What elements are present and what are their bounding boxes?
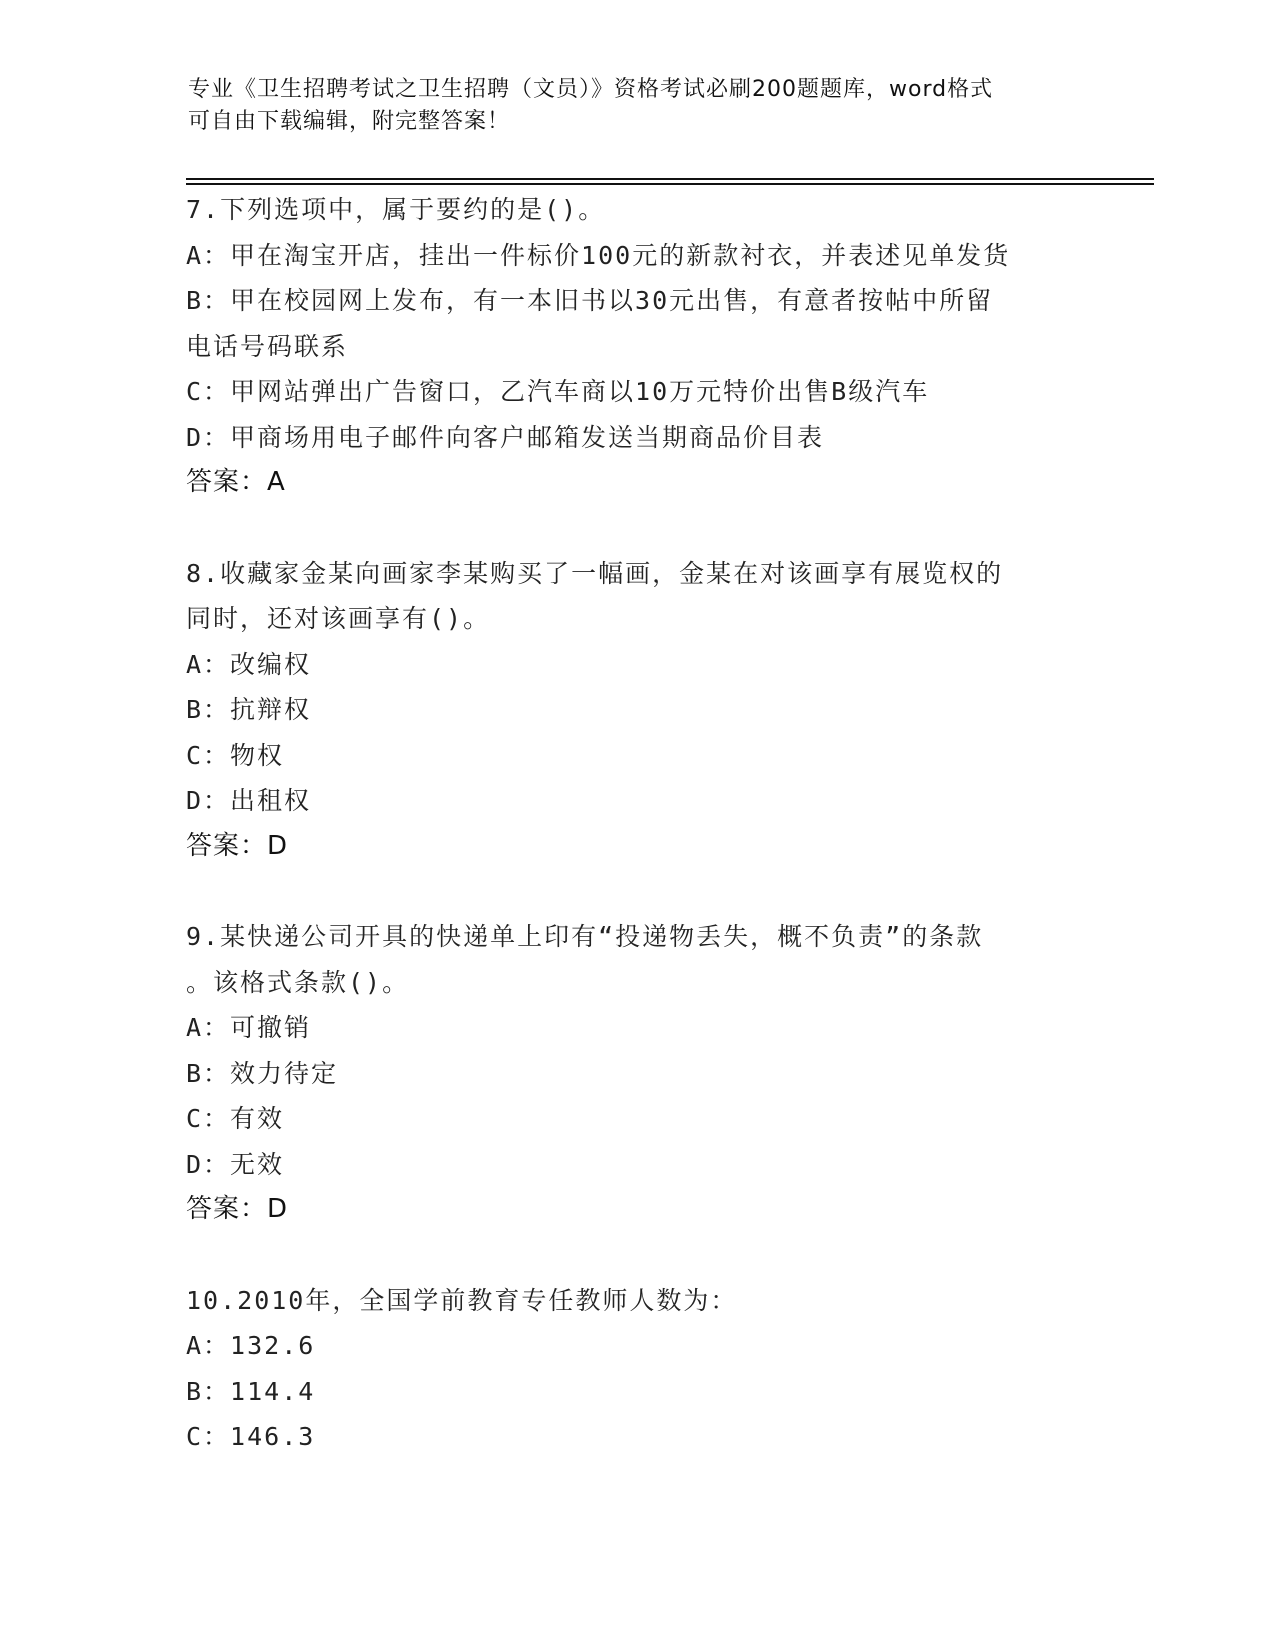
option-c: C：146.3	[186, 1422, 316, 1451]
answer-label: 答案：A	[186, 467, 286, 497]
answer-label: 答案：D	[186, 1194, 289, 1224]
question-stem-continued: 同时，还对该画享有()。	[186, 604, 491, 633]
option-b: B：效力待定	[186, 1058, 339, 1088]
option-a: A：可撤销	[186, 1013, 312, 1042]
document-header	[188, 74, 1088, 138]
question-stem: 9.某快递公司开具的快递单上印有“投递物丢失，概不负责”的条款	[186, 922, 984, 951]
answer-label: 答案：D	[186, 830, 289, 861]
header-title-line-2: 可自由下载编辑，附完整答案！	[188, 109, 511, 134]
option-a: A：改编权	[186, 649, 312, 679]
question-7	[186, 187, 1146, 506]
option-c: C：物权	[186, 740, 285, 770]
option-b: B：114.4	[186, 1376, 316, 1406]
question-10	[186, 1278, 1146, 1460]
option-b: B：抗辩权	[186, 695, 312, 724]
header-title-line-1: 专业《卫生招聘考试之卫生招聘（文员）》资格考试必刷200题题库，word格式	[188, 77, 994, 102]
header-divider-top	[186, 178, 1154, 180]
option-b-continued: 电话号码联系	[186, 331, 349, 361]
question-stem: 7.下列选项中，属于要约的是()。	[186, 195, 606, 224]
option-d: D：出租权	[186, 786, 312, 815]
question-8	[186, 551, 1146, 870]
question-stem: 8.收藏家金某向画家李某购买了一幅画，金某在对该画享有展览权的	[186, 558, 1004, 588]
question-list	[186, 187, 1146, 1460]
option-c: C：有效	[186, 1104, 285, 1133]
option-a: A：甲在淘宝开店，挂出一件标价100元的新款衬衣，并表述见单发货	[186, 240, 1011, 270]
question-stem-continued: 。该格式条款()。	[186, 967, 410, 997]
header-divider-bottom	[186, 183, 1154, 185]
question-9	[186, 914, 1146, 1233]
option-d: D：甲商场用电子邮件向客户邮箱发送当期商品价目表	[186, 422, 825, 452]
option-c: C：甲网站弹出广告窗口，乙汽车商以10万元特价出售B级汽车	[186, 377, 930, 406]
option-a: A：132.6	[186, 1331, 316, 1360]
option-d: D：无效	[186, 1149, 285, 1179]
question-stem: 10.2010年，全国学前教育专任教师人数为：	[186, 1285, 738, 1315]
option-b: B：甲在校园网上发布，有一本旧书以30元出售，有意者按帖中所留	[186, 286, 994, 315]
